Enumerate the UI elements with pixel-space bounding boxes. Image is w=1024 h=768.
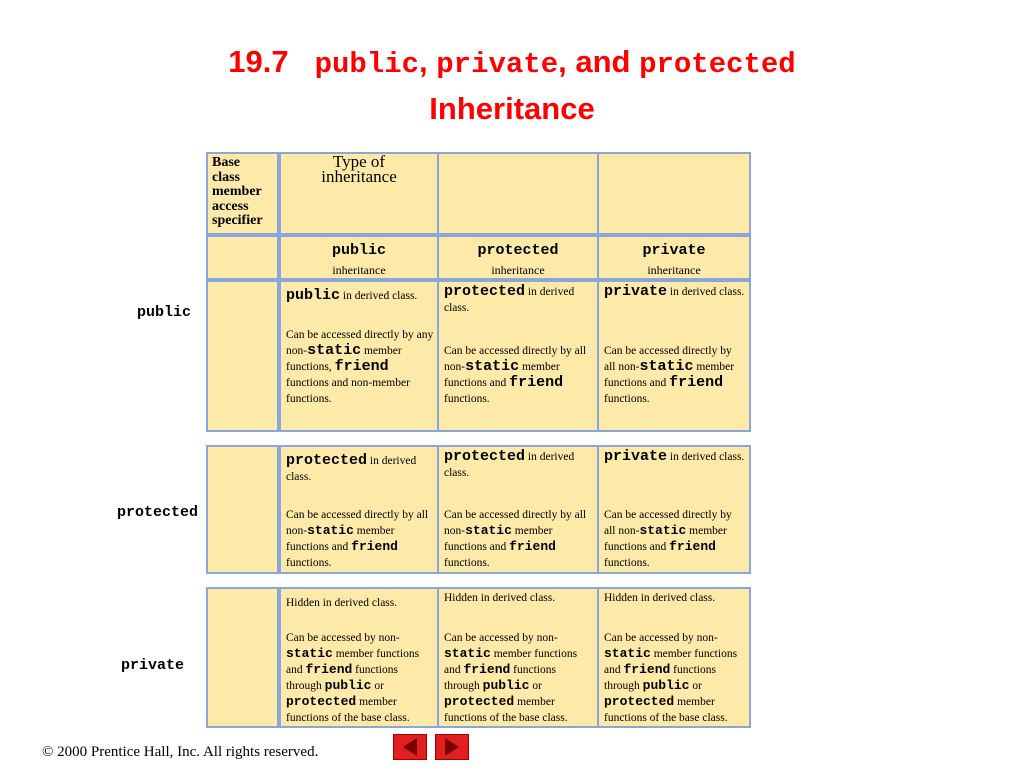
column-subtitle: inheritance: [332, 263, 386, 277]
cell-text: functions.: [286, 557, 332, 569]
cell-text: class.: [719, 286, 745, 298]
cell-description: [444, 507, 594, 571]
keyword: static: [444, 646, 491, 661]
previous-slide-button[interactable]: [393, 734, 427, 760]
keyword: public: [482, 678, 530, 693]
cell-protected-private: [597, 445, 751, 574]
column-subtitle: inheritance: [647, 263, 701, 277]
base-class-header-cell: [206, 152, 279, 235]
cell-text: functions.: [444, 557, 490, 569]
cell-text: functions.: [604, 393, 650, 405]
cell-text: functions and: [286, 541, 349, 553]
keyword: friend: [509, 374, 564, 391]
cell-public-protected: [437, 280, 599, 432]
column-header-public: [279, 235, 439, 280]
cell-text: and: [604, 664, 621, 676]
cell-heading: Hidden in derived class.: [444, 592, 556, 604]
keyword: static: [639, 523, 687, 538]
cell-text: in derived class.: [342, 290, 418, 302]
column-header-private: [597, 235, 751, 280]
cell-heading: Hidden in derived class.: [604, 592, 716, 604]
section-number: 19.7: [228, 44, 289, 79]
cell-text: member functions and: [604, 361, 735, 389]
header-text: Type of: [332, 152, 386, 171]
cell-private-private: [597, 587, 751, 728]
cell-text: and: [444, 664, 461, 676]
empty-header-cell: [437, 152, 599, 235]
keyword: protected: [604, 694, 675, 709]
cell-text: or: [532, 680, 542, 692]
header-text: class: [212, 169, 240, 185]
cell-text: Can be accessed directly by all non-: [444, 509, 587, 537]
keyword: protected: [444, 448, 526, 465]
cell-text: functions: [513, 664, 556, 676]
row-label-cell: [206, 587, 279, 728]
cell-text: Can be accessed by non-: [604, 632, 718, 644]
cell-description: [604, 630, 746, 726]
cell-text: member functions of the base class.: [604, 696, 728, 724]
cell-text: functions: [673, 664, 716, 676]
title-keyword-public: public: [314, 48, 420, 81]
cell-text: or: [692, 680, 702, 692]
column-keyword: private: [642, 242, 706, 259]
keyword: friend: [463, 662, 511, 677]
cell-text: through: [444, 680, 480, 692]
empty-header-cell: [597, 152, 751, 235]
cell-text: Can be accessed directly by any non-: [286, 329, 434, 357]
keyword: protected: [286, 694, 357, 709]
cell-text: member functions: [335, 648, 420, 660]
cell-heading: [444, 284, 594, 316]
keyword: public: [324, 678, 372, 693]
header-text: member: [212, 184, 262, 199]
keyword: static: [307, 523, 354, 538]
type-of-inheritance-header-cell: [279, 152, 439, 235]
header-text: access: [212, 198, 249, 214]
title-line-2: Inheritance: [429, 91, 595, 126]
cell-text: member: [356, 525, 395, 537]
cell-text: member: [689, 525, 727, 537]
cell-text: in derived: [369, 455, 417, 467]
cell-heading: [286, 288, 434, 304]
cell-protected-public: [279, 445, 439, 574]
copyright-footer: © 2000 Prentice Hall, Inc. All rights reserved.: [42, 744, 319, 760]
title-keyword-protected: protected: [639, 48, 796, 81]
keyword: friend: [334, 358, 389, 375]
empty-label-cell: [206, 235, 279, 280]
keyword: protected: [444, 283, 526, 300]
row-label-private: private: [120, 657, 184, 674]
keyword: static: [639, 358, 694, 375]
cell-text: Can be accessed by non-: [286, 632, 400, 644]
keyword: static: [465, 358, 520, 375]
cell-public-public: [279, 280, 439, 432]
title-keyword-private: private: [436, 48, 559, 81]
cell-heading: [444, 449, 594, 481]
cell-text: class.: [444, 467, 470, 479]
cell-text: Can be accessed directly by all non-: [604, 509, 732, 537]
header-text: Base: [212, 155, 240, 170]
cell-description: [444, 343, 594, 407]
cell-text: functions and non-member functions.: [286, 377, 410, 405]
cell-text: functions: [355, 664, 398, 676]
cell-text: Can be accessed directly by all non-: [286, 509, 429, 537]
cell-text: through: [286, 680, 322, 692]
cell-text: member: [514, 525, 553, 537]
cell-text: or: [374, 680, 384, 692]
cell-text: in derived: [669, 286, 717, 298]
cell-description: [604, 343, 746, 407]
cell-private-protected: [437, 587, 599, 728]
cell-text: functions and: [604, 541, 667, 553]
cell-description: [286, 630, 434, 726]
row-label-cell: [206, 445, 279, 574]
cell-heading: [604, 449, 746, 465]
cell-text: functions and: [444, 541, 507, 553]
title-line-1: [0, 40, 1024, 87]
cell-text: member functions: [653, 648, 738, 660]
keyword: friend: [351, 539, 398, 554]
row-label-public: public: [136, 304, 191, 321]
type-of-inheritance-header: [281, 154, 437, 184]
title-separator: ,: [419, 44, 428, 79]
keyword: private: [604, 448, 668, 465]
cell-description: [604, 507, 746, 571]
cell-text: functions and: [444, 377, 507, 389]
cell-text: in derived: [527, 451, 575, 463]
keyword: private: [604, 283, 668, 300]
keyword: static: [465, 523, 512, 538]
title-separator: , and: [558, 44, 631, 79]
cell-text: member functions of the base class.: [286, 696, 410, 724]
keyword: public: [286, 287, 341, 304]
cell-text: Can be accessed by non-: [444, 632, 558, 644]
cell-text: Can be accessed directly by all non-: [444, 345, 587, 373]
keyword: friend: [305, 662, 353, 677]
cell-description: [286, 507, 434, 571]
header-text: inheritance: [321, 167, 397, 186]
row-label-cell: [206, 280, 279, 432]
keyword: public: [642, 678, 690, 693]
column-subtitle: inheritance: [491, 263, 545, 277]
keyword: static: [604, 646, 651, 661]
keyword: friend: [669, 374, 724, 391]
cell-description: [444, 630, 594, 726]
keyword: static: [286, 646, 333, 661]
cell-text: in derived: [527, 286, 575, 298]
cell-text: member functions of the base class.: [444, 696, 568, 724]
keyword: static: [307, 342, 362, 359]
cell-text: member: [521, 361, 560, 373]
row-label-protected: protected: [116, 504, 198, 521]
cell-text: and: [286, 664, 303, 676]
cell-text: functions.: [604, 557, 650, 569]
base-class-header: [212, 156, 263, 229]
cell-text: member functions,: [286, 345, 402, 373]
slide-title: [0, 40, 1024, 131]
right-triangle-icon: [436, 735, 468, 759]
cell-text: class.: [286, 471, 312, 483]
left-triangle-icon: [394, 735, 426, 759]
keyword: friend: [669, 539, 716, 554]
cell-text: member functions: [493, 648, 578, 660]
cell-text: class.: [444, 302, 470, 314]
cell-protected-protected: [437, 445, 599, 574]
cell-public-private: [597, 280, 751, 432]
cell-text: functions.: [444, 393, 490, 405]
column-keyword: protected: [477, 242, 559, 259]
cell-heading: [286, 453, 434, 485]
keyword: protected: [286, 452, 368, 469]
cell-text: Can be accessed directly by all non-: [604, 345, 732, 373]
keyword: friend: [623, 662, 671, 677]
cell-heading: [604, 284, 746, 300]
column-header-protected: [437, 235, 599, 280]
cell-heading: Hidden in derived class.: [286, 597, 398, 609]
cell-text: in derived: [669, 451, 717, 463]
header-text: specifier: [212, 213, 263, 228]
cell-text: through: [604, 680, 640, 692]
next-slide-button[interactable]: [435, 734, 469, 760]
keyword: protected: [444, 694, 515, 709]
cell-description: [286, 327, 434, 407]
keyword: friend: [509, 539, 556, 554]
column-keyword: public: [331, 242, 386, 259]
cell-private-public: [279, 587, 439, 728]
cell-text: class.: [719, 451, 745, 463]
